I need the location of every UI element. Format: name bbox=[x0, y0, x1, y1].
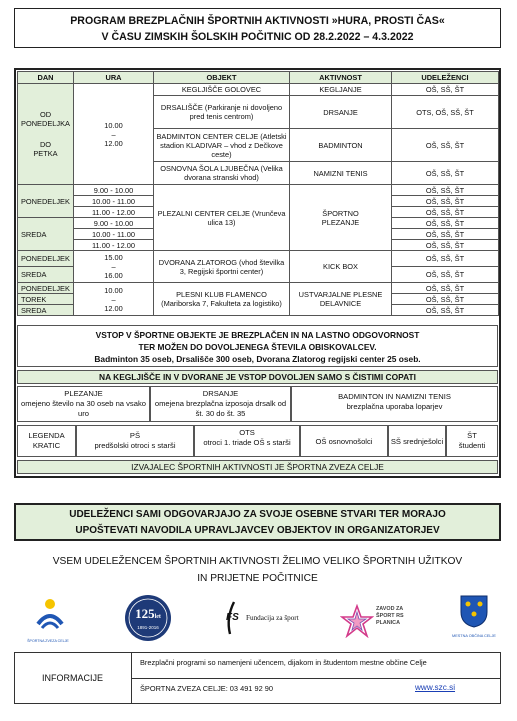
wish-text: VSEM UDELEŽENCEM ŠPORTNIH AKTIVNOSTI ŽELIMO VELIKO ŠPORTNIH UŽITKOV IN PRIJETNE POČITNICE bbox=[52, 556, 463, 584]
header-dan: DAN bbox=[18, 72, 74, 84]
time-cell: 11.00 - 12.00 bbox=[74, 207, 154, 218]
participants-cell: OŠ, SŠ, ŠT bbox=[392, 84, 499, 96]
fundacija-mark: FS bbox=[226, 612, 239, 623]
participants-cell: OŠ, SŠ, ŠT bbox=[392, 196, 499, 207]
zavod-star-icon bbox=[340, 604, 374, 638]
website-link[interactable]: www.szc.si bbox=[415, 683, 456, 692]
szc-logo bbox=[27, 594, 70, 644]
time-cell: 10.00 - 11.00 bbox=[74, 229, 154, 240]
legend-os: OŠ osnovnošolci bbox=[300, 425, 388, 457]
participants-cell: OŠ, SŠ, ŠT bbox=[392, 240, 499, 251]
legend-ss: SŠ srednješolci bbox=[388, 425, 446, 457]
celje-coat-of-arms-icon bbox=[459, 594, 489, 628]
day-cell-sreda: SREDA bbox=[18, 218, 74, 251]
activity-cell: KEGLJANJE bbox=[290, 84, 392, 96]
activity-cell-kickbox: KICK BOX bbox=[290, 251, 392, 283]
szc-logo-text: ŠPORTNA ZVEZA CELJE bbox=[27, 639, 69, 643]
activity-cell-ples: USTVARJALNE PLESNE DELAVNICE bbox=[290, 283, 392, 316]
anniversary-number: 125 bbox=[135, 606, 155, 621]
legend-title: LEGENDA KRATIC bbox=[17, 425, 76, 457]
zavod-logo bbox=[338, 594, 428, 644]
object-cell-flamenco: PLESNI KLUB FLAMENCO (Mariborska 7, Fakulteta za logistiko) bbox=[154, 283, 290, 316]
organizer-line: IZVAJALEC ŠPORTNIH AKTIVNOSTI JE ŠPORTNA ZVEZA CELJE bbox=[17, 460, 498, 474]
participants-cell: OŠ, SŠ, ŠT bbox=[392, 185, 499, 196]
info-text: Brezplačni programi so namenjeni učencem, dijakom in študentom mestne občine Celje bbox=[140, 658, 427, 667]
anniversary-years: 1891-2016 bbox=[137, 625, 159, 630]
szc-logo-icon bbox=[30, 594, 70, 634]
participants-cell: OŠ, SŠ, ŠT bbox=[392, 162, 499, 185]
time-cell: 9.00 - 10.00 bbox=[74, 185, 154, 196]
activity-cell: BADMINTON bbox=[290, 129, 392, 162]
header-objekt: OBJEKT bbox=[154, 72, 290, 84]
participants-cell: OŠ, SŠ, ŠT bbox=[392, 251, 499, 267]
object-cell: BADMINTON CENTER CELJE (Atletski stadion KLADIVAR – vhod z Dečkove ceste) bbox=[154, 129, 290, 162]
table-row bbox=[18, 251, 499, 267]
slippers-notice: NA KEGLJIŠČE IN V DVORANE JE VSTOP DOVOLJEN SAMO S ČISTIMI COPATI bbox=[17, 370, 498, 384]
time-cell: 10.00 - 11.00 bbox=[74, 196, 154, 207]
table-header-row bbox=[18, 72, 499, 84]
fundacija-label: Fundacija za šport bbox=[246, 614, 299, 622]
anniversary-logo bbox=[124, 594, 174, 644]
header-aktivnost: AKTIVNOST bbox=[290, 72, 392, 84]
table-row bbox=[18, 283, 499, 294]
header-udelezenci: UDELEŽENCI bbox=[392, 72, 499, 84]
info-label: INFORMACIJE bbox=[14, 652, 132, 704]
day-cell-mon-fri: OD PONEDELJKA DO PETKA bbox=[18, 84, 74, 185]
schedule-table bbox=[17, 71, 499, 316]
object-cell: KEGLJIŠČE GOLOVEC bbox=[154, 84, 290, 96]
zavod-label: ZAVOD ZA ŠPORT RS PLANICA bbox=[376, 606, 404, 626]
participants-cell: OŠ, SŠ, ŠT bbox=[392, 283, 499, 294]
header-ura: URA bbox=[74, 72, 154, 84]
activity-cell: NAMIZNI TENIS bbox=[290, 162, 392, 185]
day-cell-sreda: SREDA bbox=[18, 267, 74, 283]
day-cell-ponedeljek: PONEDELJEK bbox=[18, 283, 74, 294]
obcina-label: MESTNA OBČINA CELJE bbox=[452, 634, 496, 638]
responsibility-box: UDELEŽENCI SAMI ODGOVARJAJO ZA SVOJE OSEBNE STVARI TER MORAJO UPOŠTEVATI NAVODILA UPRAVLJAVCEV OBJEKTOV IN ORGANIZATORJEV bbox=[14, 503, 501, 541]
object-cell: DRSALIŠČE (Parkiranje ni dovoljeno pred tenis centrom) bbox=[154, 96, 290, 129]
title-line-2: V ČASU ZIMSKIH ŠOLSKIH POČITNIC OD 28.2.2022 – 4.3.2022 bbox=[101, 31, 414, 43]
note-drsanje: DRSANJE omejena brezplačna izposoja drsalk od št. 30 do št. 35 bbox=[150, 386, 291, 422]
participants-cell: OŠ, SŠ, ŠT bbox=[392, 207, 499, 218]
participants-cell: OTS, OŠ, SŠ, ŠT bbox=[392, 96, 499, 129]
object-cell-zlatorog: DVORANA ZLATOROG (vhod številka 3, Regijski športni center) bbox=[154, 251, 290, 283]
time-cell: 11.00 - 12.00 bbox=[74, 240, 154, 251]
time-cell-block1: 10.00 – 12.00 bbox=[74, 84, 154, 185]
day-cell-ponedeljek: PONEDELJEK bbox=[18, 185, 74, 218]
time-cell: 9.00 - 10.00 bbox=[74, 218, 154, 229]
participants-cell: OŠ, SŠ, ŠT bbox=[392, 218, 499, 229]
time-cell-block4: 10.00 – 12.00 bbox=[74, 283, 154, 316]
day-cell-ponedeljek: PONEDELJEK bbox=[18, 251, 74, 267]
activity-cell: DRSANJE bbox=[290, 96, 392, 129]
note-badminton: BADMINTON IN NAMIZNI TENIS brezplačna uporaba loparjev bbox=[291, 386, 498, 422]
table-row bbox=[18, 185, 499, 196]
object-cell-plezalni: PLEZALNI CENTER CELJE (Vrunčeva ulica 13) bbox=[154, 185, 290, 251]
entry-notice: VSTOP V ŠPORTNE OBJEKTE JE BREZPLAČEN IN NA LASTNO ODGOVORNOST TER MOŽEN DO DOVOLJENEGA ŠTEVILA OBISKOVALCEV. Badminton 35 oseb, Drsališče 300 oseb, Dvorana Zlatorog regijski center 25 oseb. bbox=[17, 325, 498, 367]
fundacija-logo bbox=[222, 594, 318, 644]
legend-ps: PŠ predšolski otroci s starši bbox=[76, 425, 194, 457]
participants-cell: OŠ, SŠ, ŠT bbox=[392, 305, 499, 316]
legend-ots: OTS otroci 1. triade OŠ s starši bbox=[194, 425, 300, 457]
info-divider bbox=[132, 678, 501, 679]
day-cell-torek: TOREK bbox=[18, 294, 74, 305]
participants-cell: OŠ, SŠ, ŠT bbox=[392, 294, 499, 305]
participants-cell: OŠ, SŠ, ŠT bbox=[392, 129, 499, 162]
obcina-logo bbox=[446, 594, 502, 644]
participants-cell: OŠ, SŠ, ŠT bbox=[392, 267, 499, 283]
activity-cell-plezanje: ŠPORTNO PLEZANJE bbox=[290, 185, 392, 251]
participants-cell: OŠ, SŠ, ŠT bbox=[392, 229, 499, 240]
title-line-1: PROGRAM BREZPLAČNIH ŠPORTNIH AKTIVNOSTI »HURA, PROSTI ČAS« bbox=[70, 15, 445, 27]
day-cell-sreda: SREDA bbox=[18, 305, 74, 316]
title-box bbox=[14, 8, 501, 48]
table-row bbox=[18, 84, 499, 96]
note-plezanje: PLEZANJE omejeno število na 30 oseb na vsako uro bbox=[17, 386, 150, 422]
legend-st: ŠT študenti bbox=[446, 425, 498, 457]
anniversary-suffix: let bbox=[154, 614, 161, 620]
time-cell-block3: 15.00 – 16.00 bbox=[74, 251, 154, 283]
object-cell: OSNOVNA ŠOLA LJUBEČNA (Velika dvorana stranski vhod) bbox=[154, 162, 290, 185]
info-phone: ŠPORTNA ZVEZA CELJE: 03 491 92 90 bbox=[140, 684, 273, 693]
